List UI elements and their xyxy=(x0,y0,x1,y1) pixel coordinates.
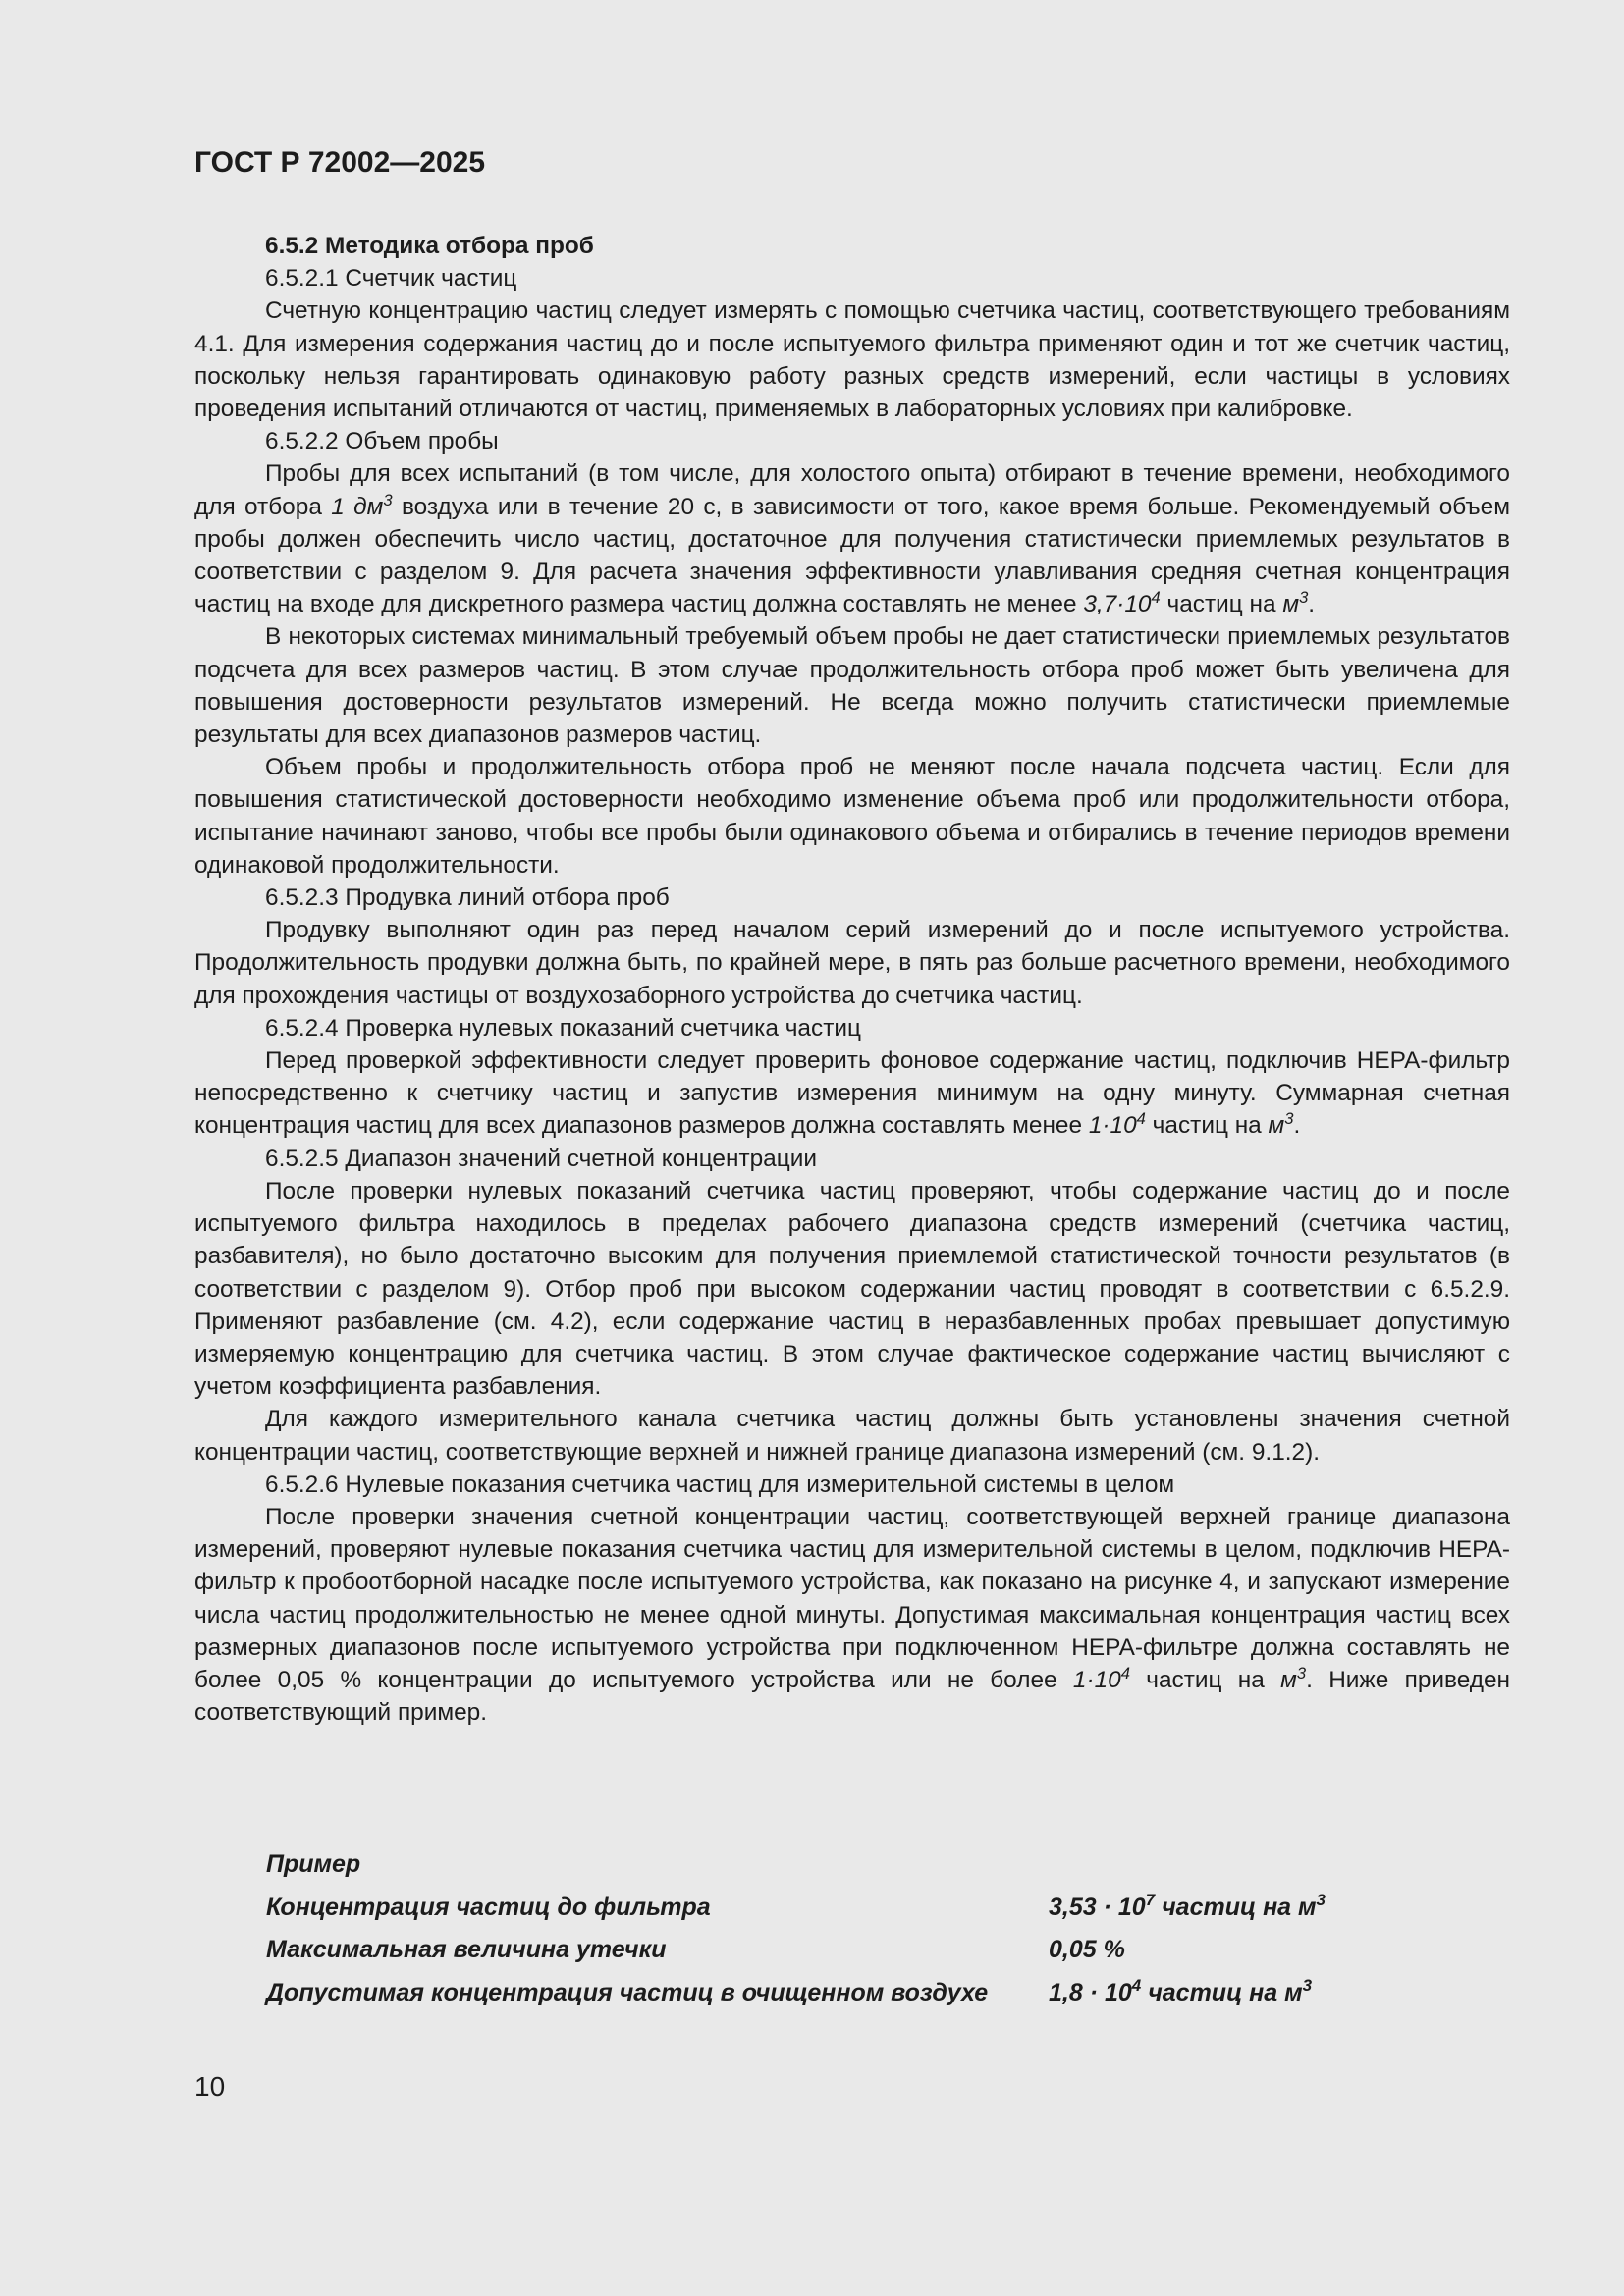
text-run: 7 xyxy=(1145,1891,1156,1910)
text-run: частиц на м xyxy=(1141,1978,1303,2006)
text-run: . xyxy=(1293,1112,1301,1140)
paragraph xyxy=(194,1044,1510,1143)
text-run: 4 xyxy=(1136,1109,1146,1129)
text-run: После проверки нулевых показаний счетчика частиц проверяют, чтобы содержание частиц до и после испытуемого фильтра находилось в пределах рабочего диапазона средств измерений (счетчика частиц, разбавителя), но было достаточно высоким для получения приемлемой статистической точности результатов (в соответствии с разделом 9). Отбор проб при высоком содержании частиц проводят в соответствии с 6.5.2.9. Применяют разбавление (см. 4.2), если содержание частиц в неразбавленных пробах превышает допустимую измеряемую концентрацию для счетчика частиц. В этом случае фактическое содержание частиц вычисляют с учетом коэффициента разбавления. xyxy=(194,1177,1510,1401)
text-run: частиц на xyxy=(1160,591,1283,618)
text-run: 3 xyxy=(1296,1663,1307,1682)
document-body xyxy=(194,230,1510,1729)
subsection-heading: 6.5.2.3 Продувка линий отбора проб xyxy=(265,884,670,912)
text-run: 3 xyxy=(1316,1891,1326,1910)
text-run: 0,05 % xyxy=(1049,1936,1125,1963)
subsection-heading: 6.5.2.4 Проверка нулевых показаний счетчика частиц xyxy=(265,1014,861,1041)
example-row xyxy=(266,1887,1510,1930)
text-run: м xyxy=(1268,1112,1285,1140)
paragraph xyxy=(194,1501,1510,1729)
text-run: 1,8 · 10 xyxy=(1049,1978,1132,2006)
page-number: 10 xyxy=(194,2071,226,2102)
subsection-heading: 6.5.2.6 Нулевые показания счетчика частиц для измерительной системы в целом xyxy=(265,1470,1175,1498)
text-run: м xyxy=(1282,591,1300,618)
text-run: частиц на xyxy=(1145,1112,1269,1140)
subsection-heading: 6.5.2.5 Диапазон значений счетной концентрации xyxy=(265,1145,817,1172)
text-run: В некоторых системах минимальный требуемый объем пробы не дает статистически приемлемых результатов подсчета для всех размеров частиц. В этом случае продолжительность отбора проб может быть увеличена для повышения достоверности результатов измерений. Не всегда можно получить статистически приемлемые результаты для всех диапазонов размеров частиц. xyxy=(194,623,1510,749)
text-run: . xyxy=(1308,591,1316,618)
text-run: Перед проверкой эффективности следует проверить фоновое содержание частиц, подключив HEPA-фильтр непосредственно к счетчику частиц и запустив измерения минимум на одну минуту. Суммарная счетная концентрация частиц для всех диапазонов размеров должна составлять менее xyxy=(194,1047,1510,1140)
paragraph xyxy=(194,620,1510,751)
text-run: Объем пробы и продолжительность отбора проб не меняют после начала подсчета частиц. Если для повышения статистической достоверности необходимо изменение объема проб или продолжительности отбора, испытание начинают заново, чтобы все пробы были одинакового объема и отбирались в течение периодов времени одинаковой продолжительности. xyxy=(194,754,1510,879)
text-run: . Ниже приведен соответствующий пример. xyxy=(194,1666,1510,1727)
paragraph xyxy=(194,457,1510,620)
text-run: воздуха или в течение 20 с, в зависимости от того, какое время больше. Рекомендуемый объем пробы должен обеспечить число частиц, достаточное для получения статистически приемлемых результатов в соответствии с разделом 9. Для расчета значения эффективности улавливания средняя счетная концентрация частиц на входе для дискретного размера частиц должна составлять не менее xyxy=(194,493,1511,618)
example-row xyxy=(266,1972,1510,2015)
text-run: частиц на м xyxy=(1155,1893,1317,1921)
paragraph xyxy=(194,1175,1510,1403)
text-run: Для каждого измерительного канала счетчика частиц должны быть установлены значения счетной концентрации частиц, соответствующие верхней и нижней границе диапазона измерений (см. 9.1.2). xyxy=(194,1406,1510,1466)
example-block xyxy=(266,1843,1510,2014)
paragraph xyxy=(194,1403,1510,1468)
example-row-label: Максимальная величина утечки xyxy=(266,1936,667,1963)
example-row-value xyxy=(1049,1887,1326,1930)
text-run: м xyxy=(1280,1666,1297,1693)
text-run: 3 xyxy=(1299,588,1309,608)
example-rows xyxy=(266,1887,1510,2015)
running-header-doc-number: ГОСТ Р 72002—2025 xyxy=(194,146,486,179)
paragraph xyxy=(194,294,1510,425)
example-row-value xyxy=(1049,1972,1312,2015)
subsection-heading: 6.5.2.1 Счетчик частиц xyxy=(265,265,517,293)
example-title: Пример xyxy=(266,1850,361,1878)
text-run: 4 xyxy=(1131,1976,1142,1996)
text-run: 3 xyxy=(1302,1976,1313,1996)
subsection-heading: 6.5.2.2 Объем пробы xyxy=(265,428,499,455)
text-run: 3,7·10 xyxy=(1083,591,1152,618)
example-row-value xyxy=(1049,1929,1125,1972)
text-run: 1 дм xyxy=(331,493,384,520)
text-run: частиц на xyxy=(1129,1666,1281,1693)
example-row xyxy=(266,1929,1510,1972)
text-run: 3 xyxy=(383,490,393,509)
text-run: После проверки значения счетной концентрации частиц, соответствующей верхней границе диапазона измерений, проверяют нулевые показания счетчика частиц для измерительной системы в целом, подключив HEPA-фильтр к пробоотборной насадке после испытуемого устройства, как показано на рисунке 4, и запускают измерение числа частиц продолжительностью не менее одной минуты. Допустимая максимальная концентрация частиц всех размерных диапазонов после испытуемого устройства при подключенном HEPA-фильтре должна составлять не более 0,05 % концентрации до испытуемого устройства или не более xyxy=(194,1503,1510,1693)
text-run: Пробы для всех испытаний (в том числе, для холостого опыта) отбирают в течение времени, необходимого для отбора xyxy=(194,460,1510,520)
text-run: 4 xyxy=(1151,588,1161,608)
section-heading: 6.5.2 Методика отбора проб xyxy=(265,233,594,259)
text-run: Продувку выполняют один раз перед началом серий измерений до и после испытуемого устройства. Продолжительность продувки должна быть, по крайней мере, в пять раз больше расчетного времени, необходимого для прохождения частицы от воздухозаборного устройства до счетчика частиц. xyxy=(194,917,1510,1009)
text-run: 1·10 xyxy=(1088,1112,1137,1140)
paragraph xyxy=(194,914,1510,1012)
paragraph xyxy=(194,751,1510,881)
example-row-label: Допустимая концентрация частиц в очищенном воздухе xyxy=(266,1978,989,2006)
text-run: 3,53 · 10 xyxy=(1049,1893,1146,1921)
text-run: 3 xyxy=(1284,1109,1294,1129)
example-row-label: Концентрация частиц до фильтра xyxy=(266,1893,711,1921)
text-run: Счетную концентрацию частиц следует измерять с помощью счетчика частиц, соответствующего требованиям 4.1. Для измерения содержания частиц до и после испытуемого фильтра применяют один и тот же счетчик частиц, поскольку нельзя гарантировать одинаковую работу разных средств измерений, если частицы в условиях проведения испытаний отличаются от частиц, применяемых в лабораторных условиях при калибровке. xyxy=(194,297,1510,423)
text-run: 4 xyxy=(1120,1663,1130,1682)
text-run: 1·10 xyxy=(1072,1666,1121,1693)
